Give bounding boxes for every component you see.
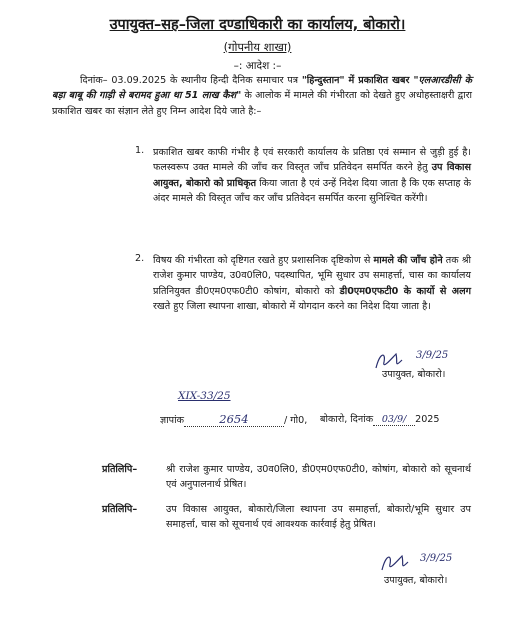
memo-date: बोकारो, दिनांक 03/9/ 2025 [320,414,440,425]
order-heading: –: आदेश :– [233,60,282,72]
signature-date: 3/9/25 [416,350,449,361]
memo-number: 2654 [219,412,249,426]
file-reference: XIX-33/25 [178,390,231,402]
intro-paragraph: दिनांक– 03.09.2025 के स्थानीय हिन्दी दैनिक समाचार पत्र "हिन्दुस्तान" में प्रकाशित खबर "एलआरडीसी के बड़ा बाबू की गाड़ी से बरामद हुआ था 51 लाख कैश" के आलोक में मामले की गंभीरता को देखते हुए अधोहस्ताक्षरी द्वारा प्रकाशित खबर का संज्ञान लेते हुए निम्न आदेश दिये जाते है:– [52,75,472,117]
copy-2-text: उप विकास आयुक्त, बोकारो/जिला स्थापना उप समाहर्त्ता, बोकारो/भूमि सुधार उप समाहर्त्ता, चास को सूचनार्थ एवं आवश्यक कार्रवाई हेतु प्रेषित। [166,504,471,531]
section-name: (गोपनीय शाखा) [223,40,292,54]
signatory-designation: उपायुक्त, बोकारो। [382,369,446,380]
office-title: उपायुक्त–सह–जिला दण्डाधिकारी का कार्यालय, बोकारो। [109,17,406,33]
copy-2-label: प्रतिलिपि– [102,504,138,515]
copy-1-text: श्री राजेश कुमार पाण्डेय, उ0व0लि0, डी0एम0एफ0टी0, कोषांग, बोकारो को सूचनार्थ एवं अनुपालनार्थ प्रेषित। [166,464,471,491]
point-1-text: प्रकाशित खबर काफी गंभीर है एवं सरकारी कार्यालय के प्रतिष्ठा एवं सम्मान से जुड़ी हुई है। फलस्वरूप उक्त मामले की जाँच कर विस्तृत जाँच प्रतिवेदन समर्पित करने हेतु उप विकास आयुक्त, बोकारो को प्राधिकृत किया जाता है एवं उन्हें निदेश दिया जाता है कि एक सप्ताह के अंदर मामले की विस्तृत जाँच कर जाँच प्रतिवेदन समर्पित करना सुनिश्चित करेंगी। [153,147,471,205]
copy-1-label: प्रतिलिपि– [102,464,138,475]
signature-date-2: 3/9/25 [420,553,453,564]
signatory-designation-2: उपायुक्त, बोकारो। [384,575,448,586]
point-2-text: विषय की गंभीरता को दृष्टिगत रखते हुए प्रशासनिक दृष्टिकोण से मामले की जाँच होने तक श्री राजेश कुमार पाण्डेय, उ0व0लि0, पदस्थापित, भूमि सुधार उप समाहर्त्ता, चास का कार्यालय प्रतिनियुक्त डी0एम0एफ0टी0 कोषांग, बोकारो को डी0एम0एफटी0 के कार्यो से अलग रखते हुए जिला स्थापना शाखा, बोकारो में योगदान करने का निदेश दिया जाता है। [153,255,471,313]
memo-line: ज्ञापांक 2654 / गो0, [160,412,308,426]
point-2-number: 2. [135,253,145,264]
point-1-number: 1. [135,145,145,156]
